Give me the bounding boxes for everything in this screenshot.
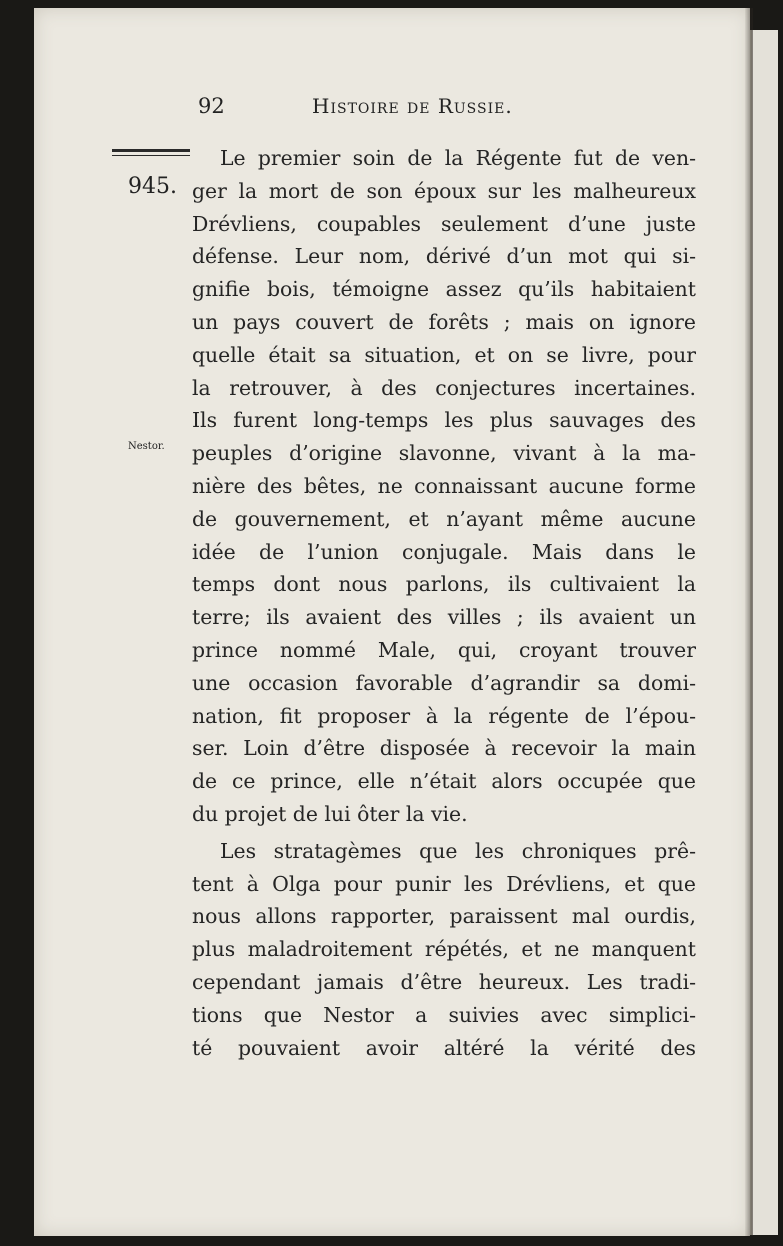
text-line: de ce prince, elle n’était alors occupée que <box>192 769 696 794</box>
page-number: 92 <box>198 94 225 118</box>
text-line: prince nommé Male, qui, croyant trouver <box>192 637 696 662</box>
text-line: Les stratagèmes que les chroniques prê- <box>220 838 696 863</box>
text-line: nation, fit proposer à la régente de l’épou- <box>192 703 696 728</box>
text-line: plus maladroitement répétés, et ne manquent <box>192 937 696 962</box>
text-line: ser. Loin d’être disposée à recevoir la main <box>192 736 696 761</box>
text-line: ger la mort de son époux sur les malheureux <box>192 178 696 203</box>
text-line: té pouvaient avoir altéré la vérité des <box>192 1035 696 1060</box>
section-rule-thick <box>112 149 190 152</box>
text-line: un pays couvert de forêts ; mais on ignore <box>192 309 696 334</box>
running-title: Histoire de Russie. <box>312 94 513 118</box>
text-line: nous allons rapporter, paraissent mal ourdis, <box>192 904 696 929</box>
section-rule-thin <box>112 155 190 156</box>
text-line: de gouvernement, et n’ayant même aucune <box>192 506 696 531</box>
text-line: Le premier soin de la Régente fut de ven- <box>220 146 696 170</box>
text-line: défense. Leur nom, dérivé d’un mot qui si- <box>192 244 696 269</box>
paragraph-2 <box>192 835 696 1065</box>
text-line: temps dont nous parlons, ils cultivaient la <box>192 572 696 597</box>
text-line: cependant jamais d’être heureux. Les tradi- <box>192 969 696 994</box>
text-line: une occasion favorable d’agrandir sa domi- <box>192 670 696 695</box>
text-line: Drévliens, coupables seulement d’une juste <box>192 211 696 236</box>
text-line: du projet de lui ôter la vie. <box>192 801 468 826</box>
facing-page-edge <box>750 30 778 1235</box>
body-text <box>192 142 696 1064</box>
text-line: gnifie bois, témoigne assez qu’ils habitaient <box>192 277 696 302</box>
text-line: tent à Olga pour punir les Drévliens, et que <box>192 871 696 896</box>
margin-year: 945. <box>128 174 177 199</box>
margin-note-source: Nestor. <box>128 441 165 452</box>
text-line: idée de l’union conjugale. Mais dans le <box>192 539 696 564</box>
text-line: la retrouver, à des conjectures incertaines. <box>192 375 696 400</box>
text-line: tions que Nestor a suivies avec simplici- <box>192 1002 696 1027</box>
text-line: peuples d’origine slavonne, vivant à la ma- <box>192 441 696 466</box>
text-line: Ils furent long-temps les plus sauvages des <box>192 408 696 433</box>
text-line: nière des bêtes, ne connaissant aucune forme <box>192 473 696 498</box>
page-header <box>0 92 783 122</box>
text-line: terre; ils avaient des villes ; ils avaient un <box>192 605 696 630</box>
gutter-shadow <box>745 8 753 1236</box>
text-line: quelle était sa situation, et on se livre, pour <box>192 342 696 367</box>
paragraph-1 <box>192 142 696 831</box>
